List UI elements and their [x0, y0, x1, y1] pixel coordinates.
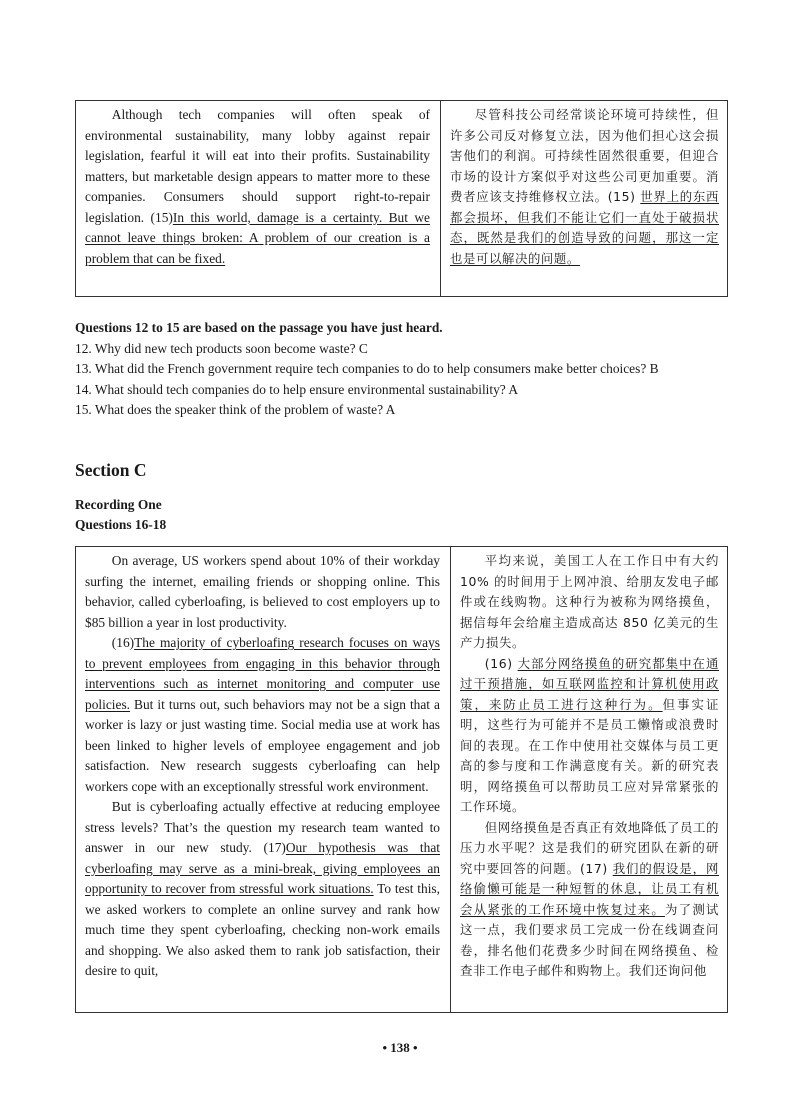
underlined-answer: 大部分网络摸鱼的研究都集中在通过干预措施，如互联网监控和计算机使用政策，来防止员工进行这种行为。 — [460, 655, 720, 712]
questions-range: Questions 16-18 — [75, 517, 167, 532]
paragraph: But is cyberloafing actually effective at reducing employee stress levels? That’s the question my research team wanted to answer in our new study. (17)Our hypothesis was that cyberloafing may serve as a mini-break, giving employees an opportunity to recover from stressful work situations. To test this, we asked workers to complete an online survey and rank how much time they spent cyberloafing, checking non-work emails and shopping. We also asked them to rank job satisfaction, their desire to quit, — [85, 799, 440, 978]
paragraph: 但网络摸鱼是否真正有效地降低了员工的压力水平呢？这是我们的研究团队在新的研究中要回答的问题。(17) 我们的假设是，网络偷懒可能是一种短暂的休息，让员工有机会从紧张的工作环境中恢复过来。为了测试这一点，我们要求员工完成一份在线调查问卷，排名他们花费多少时间在网络摸鱼、检查非工作电子邮件和购物上。我们还询问他 — [460, 819, 720, 978]
question-item: 12. Why did new tech products soon become waste? C — [75, 340, 368, 356]
english-column — [76, 101, 441, 296]
chinese-column — [441, 101, 727, 296]
recording-heading — [75, 495, 166, 535]
translation-table-1 — [75, 100, 728, 297]
paragraph: 平均来说，美国工人在工作日中有大约 10% 的时间用于上网冲浪、给朋友发电子邮件或在线购物。这种行为被称为网络摸鱼，据信每年会给雇主造成高达 850 亿美元的生产力损失。 — [460, 553, 719, 650]
questions-heading: Questions 12 to 15 are based on the passage you have just heard. — [75, 320, 443, 335]
page-number: • 138 • — [382, 1040, 418, 1055]
english-column — [76, 547, 451, 1012]
recording-title: Recording One — [75, 497, 162, 512]
section-title: Section C — [75, 460, 147, 480]
paragraph: (16) 大部分网络摸鱼的研究都集中在通过干预措施，如互联网监控和计算机使用政策，来防止员工进行这种行为。但事实证明，这些行为可能并不是员工懒惰或浪费时间的表现。在工作中使用社交媒体与员工更高的参与度和工作满意度有关。新的研究表明，网络摸鱼可以帮助员工应对异常紧张的工作环境。 — [460, 655, 720, 814]
question-list — [75, 318, 775, 421]
question-item: 13. What did the French government require tech companies to do to help consumers make better choices? B — [75, 361, 659, 377]
underlined-answer: In this world, damage is a certainty. But we cannot leave things broken: A problem of our creation is a problem that can be fixed. — [85, 209, 430, 266]
underlined-answer: 我们的假设是，网络偷懒可能是一种短暂的休息，让员工有机会从紧张的工作环境中恢复过来。 — [460, 860, 719, 917]
paragraph: Although tech companies will often speak of environmental sustainability, many lobby against repair legislation, fearful it will eat into their profits. Sustainability matters, but marketable design appears to matter more to these companies. Consumers should support right-to-repair legislation. (15)In this world, damage is a certainty. But we cannot leave things broken: A problem of our creation is a problem that can be fixed. — [85, 107, 430, 266]
question-item: 15. What does the speaker think of the problem of waste? A — [75, 402, 396, 418]
underlined-answer: Our hypothesis was that cyberloafing may serve as a mini-break, giving employees an opportunity to recover from stressful work situations. — [85, 840, 440, 896]
paragraph: On average, US workers spend about 10% of their workday surfing the internet, emailing friends or shopping online. This behavior, called cyberloafing, is believed to cost employers up to $85 billion a year in lost productivity. — [85, 553, 440, 630]
underlined-answer: 世界上的东西都会损坏，但我们不能让它们一直处于破损状态，既然是我们的创造导致的问题，那这一定也是可以解决的问题。 — [450, 189, 719, 266]
question-item: 14. What should tech companies do to help ensure environmental sustainability? A — [75, 381, 519, 397]
chinese-column — [451, 547, 727, 1012]
underlined-answer: The majority of cyberloafing research focuses on ways to prevent employees from engaging in this behavior through interventions such as internet monitoring and computer use policies. — [85, 635, 440, 712]
translation-table-2 — [75, 546, 728, 1013]
paragraph: 尽管科技公司经常谈论环境可持续性，但许多公司反对修复立法，因为他们担心这会损害他们的利润。可持续性固然很重要，但迎合市场的设计方案似乎对这些公司更加重要。消费者应该支持维修权立法。(15) 世界上的东西都会损坏，但我们不能让它们一直处于破损状态，既然是我们的创造导致的问题，那这一定也是可以解决的问题。 — [450, 107, 719, 266]
paragraph: (16)The majority of cyberloafing research focuses on ways to prevent employees from engaging in this behavior through interventions such as internet monitoring and computer use policies. But it turns out, such behaviors may not be a sign that a worker is lazy or just wasting time. Social media use at work has been linked to higher levels of employee engagement and job satisfaction. New research suggests cyberloafing can help workers cope with an exceptionally stressful work environment. — [85, 635, 440, 794]
